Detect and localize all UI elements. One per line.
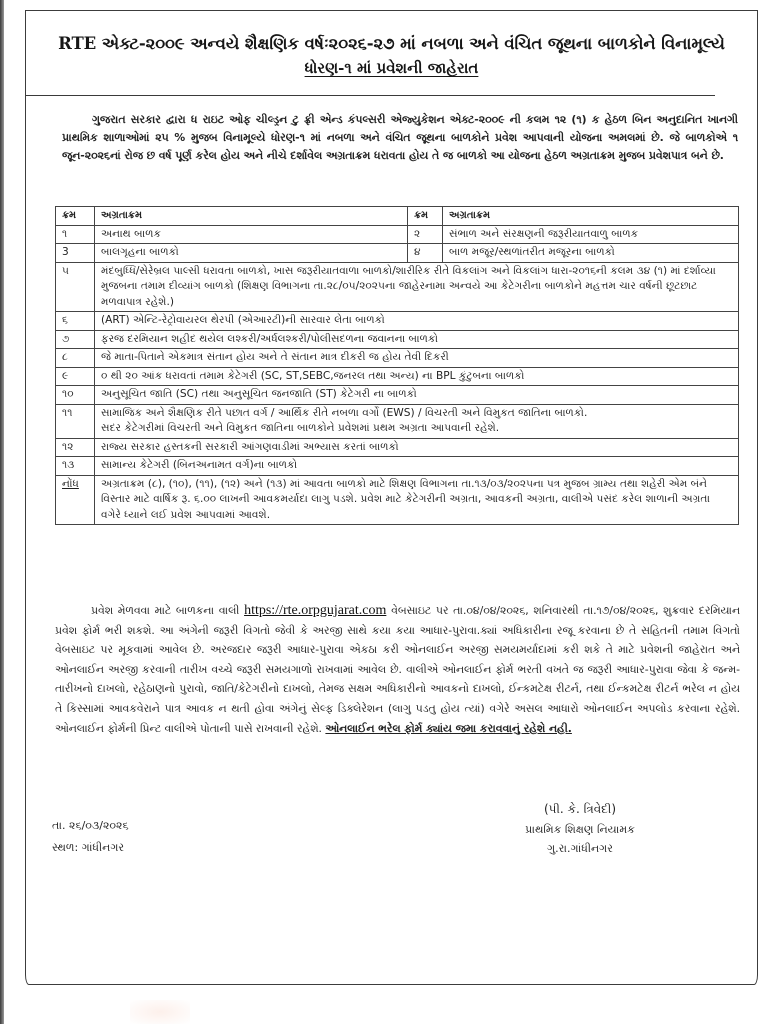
header-serial-2: ક્રમ [408, 207, 443, 226]
intro-paragraph: ગુજરાત સરકાર દ્વારા ધ રાઇટ ઓફ ચીલ્ડ્રન ટુ ફ્રી એન્ડ કંપલ્સરી એજ્યુકેશન એક્ટ-૨૦૦૯ ની કલમ ૧૨ (૧) ક હેઠળ બિન અનુદાનિત ખાનગી પ્રાથમિક શાળાઓમાં ૨૫ % મુજબ વિનામૂલ્યે ધોરણ-૧ માં નબળા અને વંચિત જૂથના બાળકોને પ્રવેશ આપવાની યોજના અમલમાં છે. જે બાળકોએ ૧ જૂન-૨૦૨૬નાં રોજ છ વર્ષ પૂર્ણ કરેલ હોય અને નીચે દર્શાવેલ અગ્રતાક્રમ ધરાવતા હોય તે જ બાળકો આ યોજના હેઠળ અગ્રતાક્રમ મુજબ પ્રવેશપાત્ર બને છે. [62, 113, 738, 162]
row-text: બાળ મજૂર/સ્થળાંતરીત મજૂરના બાળકો [443, 244, 739, 263]
row-text-multiline [95, 404, 739, 438]
table-row [56, 262, 739, 312]
row-text: જે માતા-પિતાને એકમાત્ર સંતાન હોય અને તે સંતાન માત્ર દીકરી જ હોય તેવી દિકરી [95, 349, 739, 368]
page-title [25, 32, 758, 80]
row-text: સામાન્ય કેટેગરી (બિનઅનામત વર્ગ)ના બાળકો [95, 457, 739, 476]
table-row [56, 457, 739, 476]
row-number: ૫ [56, 262, 95, 312]
note-text: અગ્રતાક્રમ (૮), (૧૦), (૧૧), (૧૨) અને (૧૩) માં આવતા બાળકો માટે શિક્ષણ વિભાગના તા.૧૩/૦૩/૨૦૨૫ના પત્ર મુજબ ગ્રામ્ય તથા શહેરી એમ બંને વિસ્તાર માટે વાર્ષિક રૂ. ૬.૦૦ લાખની આવકમર્યાદા લાગુ પડશે. પ્રવેશ માટે કેટેગરીની અગ્રતા, આવકની અગ્રતા, વાલીએ પસંદ કરેલ શાળાની અગ્રતા વગેરે ધ્યાને લઈ પ્રવેશ આપવામાં આવશે. [95, 475, 739, 525]
title-divider [25, 95, 715, 96]
row-text: અનાથ બાળક [95, 225, 408, 244]
table-row [56, 438, 739, 457]
scan-artifact [130, 1000, 190, 1024]
row-text: ફરજ દરમિયાન શહીદ થયેલ લશ્કરી/અર્ધલશ્કરી/પોલીસદળના જવાનના બાળકો [95, 330, 739, 349]
note-label: નોંધ [56, 475, 95, 525]
scan-edge-shadow [0, 0, 4, 1024]
row-number: ૧ [56, 225, 95, 244]
table-row [56, 244, 739, 263]
issue-place: સ્થળ: ગાંધીનગર [52, 841, 125, 854]
row-number: ૧૧ [56, 404, 95, 438]
row-number: ૧૦ [56, 386, 95, 405]
row-text: મંદબુધ્ધિ/સેરેબ્રલ પાલ્સી ધરાવતા બાળકો, ખાસ જરૂરીયાતવાળા બાળકો/શારીરિક રીતે વિકલાંગ અને વિકલાંગ ધારા-૨૦૧૬ની કલમ ૩૪ (૧) માં દર્શાવ્યા મુજબના તમામ દીવ્યાંગ બાળકો (શિક્ષણ વિભાગના તા.૨૮/૦૫/૨૦૨૫ના જાહેરનામા અન્વયે આ કેટેગરીના બાળકોને મહત્તમ ચાર વર્ષની છૂટછાટ મળવાપાત્ર રહેશે.) [95, 262, 739, 312]
table-header-row [56, 207, 739, 226]
signatory-name: (પી. કે. ત્રિવેદી) [543, 802, 617, 816]
signatory-title: પ્રાથમિક શિક્ષણ નિયામક [525, 822, 635, 836]
row-number: ૭ [56, 330, 95, 349]
table-row [56, 330, 739, 349]
row-number: ૪ [408, 244, 443, 263]
date-place-block [52, 815, 129, 859]
row-number: 3 [56, 244, 95, 263]
row-text: અનુસૂચિત જાતિ (SC) તથા અનુસૂચિત જનજાતિ (ST) કેટેગરી ના બાળકો [95, 386, 739, 405]
procedure-intro: પ્રવેશ મેળવવા માટે બાળકના વાલી [91, 604, 240, 617]
table-row [56, 404, 739, 438]
table-row [56, 349, 739, 368]
title-line-2 [25, 56, 758, 80]
row-text: (ART) એન્ટિ-રેટ્રોવાયરલ થેરપી (એઆરટી)ની સારવાર લેતા બાળકો [95, 312, 739, 331]
header-priority-2: અગ્રતાક્રમ [443, 207, 739, 226]
header-priority: અગ્રતાક્રમ [95, 207, 408, 226]
row-number: ૮ [56, 349, 95, 368]
signature-block [510, 800, 650, 859]
row-text: સામાજિક અને શૈક્ષણિક રીતે પછાત વર્ગ / આર્થિક રીતે નબળા વર્ગો (EWS) / વિચરતી અને વિમુકત જાતિના બાળકો. [101, 406, 588, 419]
row-text: રાજ્ય સરકાર હસ્તકની સરકારી આંગણવાડીમાં અભ્યાસ કરતાં બાળકો [95, 438, 739, 457]
row-text: સંભાળ અને સંરક્ષણની જરૂરીયાતવાળુ બાળક [443, 225, 739, 244]
priority-table [55, 206, 739, 525]
procedure-paragraph [55, 601, 740, 738]
issue-date: તા. ૨૬/૦૩/૨૦૨૬ [52, 819, 129, 832]
procedure-body: વેબસાઇટ પર તા.૦૪/૦૪/૨૦૨૬, શનિવારથી તા.૧૭/૦૪/૨૦૨૬, શુક્રવાર દરમિયાન પ્રવેશ ફોર્મ ભરી શકશે. આ અંગેની જરૂરી વિગતો જેવી કે અરજી સાથે કયા કયા આધાર-પુરાવા.ક્યાં અધિકારીના રજૂ કરવાના છે તે સહિતની તમામ વિગતો વેબસાઇટ પર મૂકવામાં આવેલ છે. અરજદાર જરૂરી આધાર-પુરાવા એકઠા કરી ઓનલાઈન અરજી સમયમર્યાદામાં કરી શકે તે માટે પ્રવેશની જાહેરાત અને ઓનલાઈન અરજી કરવાની તારીખ વચ્ચે જરૂરી સમયગાળો રાખવામાં આવેલ છે. વાલીએ ઓનલાઈન ફોર્મ ભરતી વખતે જ જરૂરી આધાર-પુરાવા જેવા કે જન્મ-તારીખનો દાખલો, રહેઠાણનો પુરાવો, જાતિ/કેટેગરીનો દાખલો, તેમજ સક્ષમ અધિકારીનો આવકનો દાખલો, ઈન્કમટેક્ષ રીટર્ન, તથા ઈન્કમટેક્ષ રીટર્ન ભરેલ ન હોય તે કિસ્સામાં આવકવેરાને પાત્ર આવક ન થતી હોવા અંગેનું સેલ્ફ ડિક્લેરેશન (લાગુ પડતુ હોય ત્યાં) વગેરે અસલ આધારો ઓનલાઈન અપલોડ કરવાના રહેશે. ઓનલાઈન ફોર્મની પ્રિન્ટ વાલીએ પોતાની પાસે રાખવાની રહેશે. [55, 604, 740, 735]
row-number: ૬ [56, 312, 95, 331]
row-subtext: સદર કેટેગરીમાં વિચરતી અને વિમુકત જાતિના બાળકોને પ્રવેશમાં પ્રથમ અગ્રતા આપવાની રહેશે. [101, 422, 500, 434]
row-number: ૧૨ [56, 438, 95, 457]
row-number: ૧૩ [56, 457, 95, 476]
note-row [56, 475, 739, 525]
row-number: ૨ [408, 225, 443, 244]
rte-website-link[interactable]: https://rte.orpgujarat.com [244, 603, 387, 618]
row-text: ૦ થી ૨૦ આંક ધરાવતાં તમામ કેટેગરી (SC, ST,SEBC,જનરલ તથા અન્ય) ના BPL કુંટુબના બાળકો [95, 367, 739, 386]
title-line-2-text: ધોરણ-૧ માં પ્રવેશની જાહેરાત [304, 59, 479, 77]
signatory-office: ગુ.રા.ગાંધીનગર [547, 842, 613, 855]
table-row [56, 367, 739, 386]
title-line-1: RTE એક્ટ-૨૦૦૯ અન્વયે શૈક્ષણિક વર્ષઃ૨૦૨૬-૨૭ માં નબળા અને વંચિત જૂથના બાળકોને વિનામૂલ્યે [58, 34, 725, 53]
table-row [56, 386, 739, 405]
table-row [56, 225, 739, 244]
row-number: ૯ [56, 367, 95, 386]
procedure-emphasis: ઓનલાઈન ભરેલ ફોર્મ ક્યાંય જમા કરાવવાનું રહેશે નહી. [325, 721, 572, 735]
row-text: બાલગૃહના બાળકો [95, 244, 408, 263]
header-serial: ક્રમ [56, 207, 95, 226]
table-row [56, 312, 739, 331]
